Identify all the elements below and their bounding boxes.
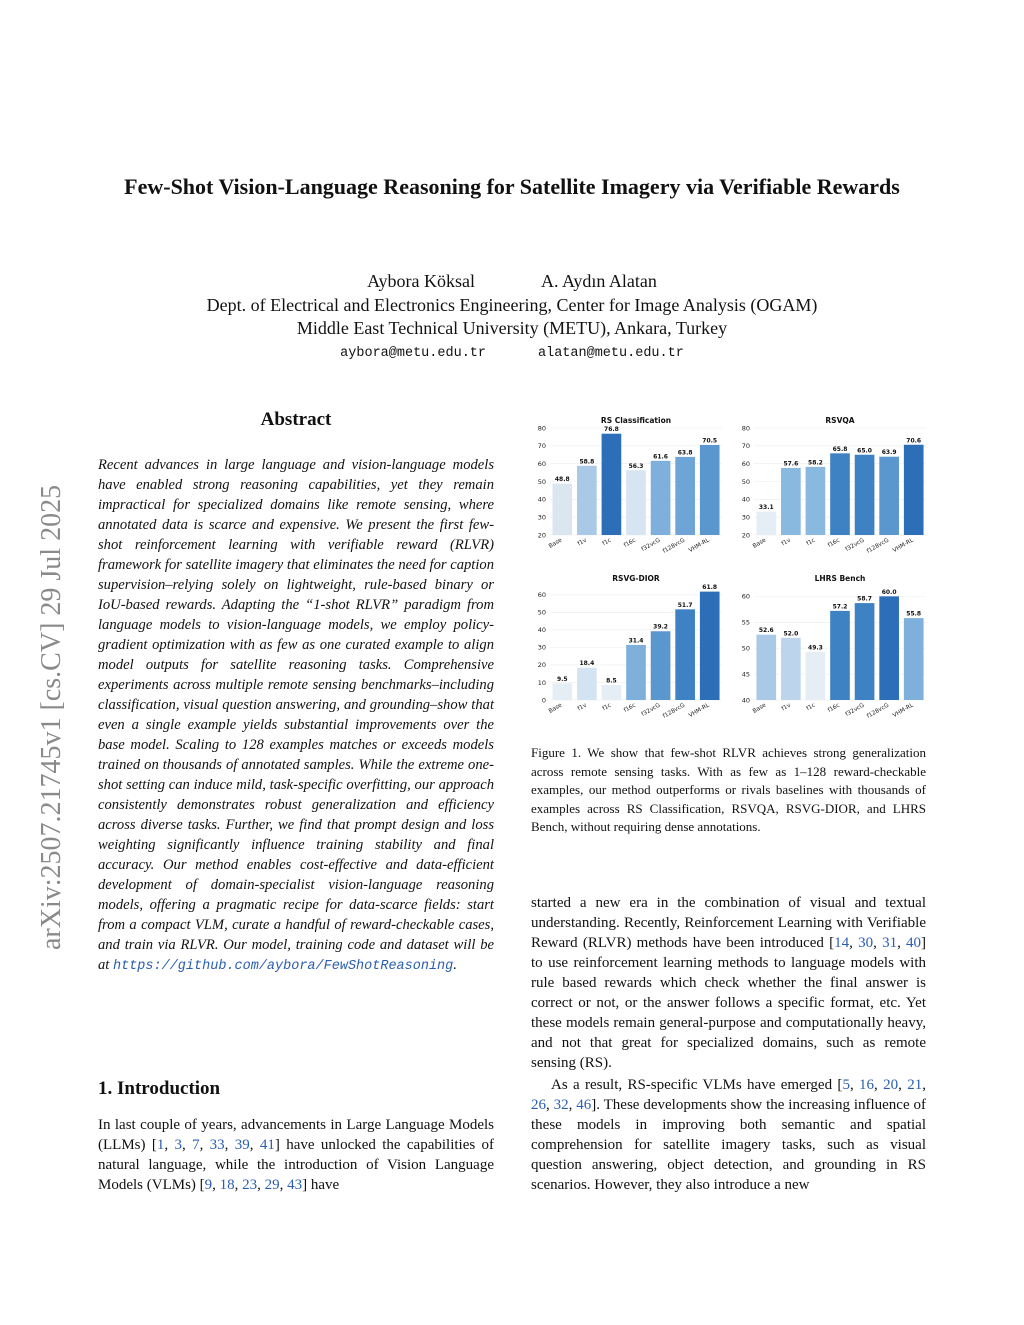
x-tick-label: Base (548, 702, 564, 715)
intro-text: In last couple of years, advancements in Large Language Models (LLMs) [ (98, 1117, 494, 1153)
data-label: 58.2 (808, 459, 823, 467)
y-tick-label: 30 (741, 513, 750, 522)
data-label: 63.9 (881, 449, 897, 457)
citation[interactable]: 21 (907, 1077, 923, 1093)
data-label: 8.5 (606, 677, 617, 685)
x-tick-label: f32vcG (844, 702, 866, 718)
citation[interactable]: 1 (156, 1137, 165, 1153)
data-label: 70.6 (906, 437, 922, 445)
bar-VHM-RL (904, 618, 924, 700)
x-tick-label: f128vcG (662, 702, 687, 720)
data-label: 9.5 (556, 675, 568, 683)
column2-paragraph-1: started a new era in the combination of visual and textual understanding. Recently, Reinforcement Learning with Verifiable Reward (RLVR) methods have been introduced [14, 30, 31, 40] to use reinforcement learning methods to language models with rule based rewards which check whether the final answer is correct or not, or the answer follows a specific format, etc. Yet these models remain general-purpose and computationally heavy, and not that great for specialized domains, such as remote sensing (RS). (531, 895, 927, 1071)
bar-Base (552, 484, 572, 535)
x-tick-label: f1c (601, 537, 613, 548)
y-tick-label: 40 (741, 495, 750, 504)
x-tick-label: f1v (780, 537, 792, 548)
data-label: 61.8 (702, 584, 718, 592)
data-label: 55.8 (906, 610, 922, 618)
bar-f_16c (626, 645, 646, 700)
citation[interactable]: 39 (234, 1137, 250, 1153)
x-tick-label: f128vcG (662, 537, 687, 555)
bar-f_128vcG (879, 596, 899, 700)
y-tick-label: 60 (537, 591, 546, 600)
data-label: 63.8 (677, 449, 693, 457)
author-2: A. Aydın Alatan (540, 271, 657, 291)
data-label: 18.4 (579, 660, 595, 668)
x-tick-label: f1v (780, 702, 792, 713)
data-label: 65.0 (857, 447, 872, 455)
bar-f_128vcG (879, 457, 899, 535)
chart-title: LHRS Bench (814, 574, 866, 583)
bar-f_32vcG (651, 631, 671, 700)
y-tick-label: 80 (537, 424, 546, 433)
abstract-end: . (453, 957, 457, 973)
citation[interactable]: 46 (576, 1097, 592, 1113)
data-label: 33.1 (758, 504, 774, 512)
bar-f_1v (577, 668, 597, 700)
bar-Base (756, 635, 776, 700)
citation[interactable]: 32 (553, 1097, 569, 1113)
citation[interactable]: 3 (174, 1137, 182, 1153)
email-line (100, 346, 924, 361)
citation[interactable]: 5 (842, 1077, 850, 1093)
x-tick-label: f32vcG (844, 537, 866, 553)
data-label: 57.2 (832, 603, 848, 611)
intro-paragraph-1: In last couple of years, advancements in Large Language Models (LLMs) [1, 3, 7, 33, 39, 41] have unlocked the capabilities of natural language, while the introduction of Vision Language Models (VLMs) [9, 18, 23, 29, 43] have (98, 1117, 495, 1193)
y-tick-label: 20 (537, 531, 546, 540)
bar-f_1v (781, 638, 801, 700)
x-tick-label: VHM-RL (688, 537, 711, 555)
bar-VHM-RL (700, 445, 720, 535)
data-label: 70.5 (702, 437, 718, 445)
y-tick-label: 20 (741, 531, 750, 540)
x-tick-label: VHM-RL (892, 702, 915, 720)
bar-f_32vcG (855, 603, 875, 700)
citation[interactable]: 18 (219, 1177, 235, 1193)
bar-VHM-RL (700, 592, 720, 700)
data-label: 51.7 (677, 601, 693, 609)
bar-f_1v (577, 466, 597, 535)
data-label: 65.8 (832, 445, 848, 453)
body-text: ] to use reinforcement learning methods to language models with rule based rewards which check whether the final answer is correct or not, or the answer follows a specific format, etc. Yet these models remain general-purpose and computationally heavy, and not that great for specialized domains, such as remote sensing (RS). (531, 935, 927, 1071)
data-label: 56.3 (628, 462, 644, 470)
y-tick-label: 50 (741, 644, 750, 653)
x-tick-label: Base (752, 537, 768, 550)
citation[interactable]: 14 (834, 935, 850, 951)
y-tick-label: 50 (537, 477, 546, 486)
chart-panel-4 (742, 574, 926, 720)
body-text: started a new era in the combination of visual and textual understanding. Recently, Reinforcement Learning with Verifiable Reward (RLVR) methods have been introduced [ (531, 895, 926, 951)
y-tick-label: 40 (741, 696, 750, 705)
bar-f_32vcG (855, 455, 875, 535)
y-tick-label: 30 (537, 643, 546, 652)
x-tick-label: f16c (623, 702, 637, 715)
data-label: 52.0 (783, 630, 799, 638)
chart-title: RSVG-DIOR (612, 574, 660, 583)
x-tick-label: Base (752, 702, 768, 715)
y-tick-label: 80 (741, 424, 750, 433)
citation[interactable]: 29 (264, 1177, 280, 1193)
arxiv-side-stamp (20, 378, 74, 950)
citation[interactable]: 23 (242, 1177, 258, 1193)
y-tick-label: 60 (741, 459, 750, 468)
x-tick-label: VHM-RL (892, 537, 915, 555)
body-text: As a result, RS-specific VLMs have emerged [ (551, 1077, 843, 1093)
intro-text: ] have unlocked the capabilities of natural language, while the introduction of Vision Language Models (VLMs) [ (98, 1137, 495, 1193)
bar-f_16c (626, 470, 646, 535)
email-2[interactable]: alatan@metu.edu.tr (538, 346, 684, 361)
chart-title: RS Classification (600, 416, 672, 425)
data-label: 48.8 (554, 476, 570, 484)
x-tick-label: f32vcG (640, 537, 662, 553)
data-label: 52.6 (758, 627, 774, 635)
citation[interactable]: 31 (882, 935, 898, 951)
data-label: 49.3 (808, 644, 823, 652)
citation[interactable]: 7 (192, 1137, 200, 1153)
paper-title: Few-Shot Vision-Language Reasoning for Satellite Imagery via Verifiable Rewards (124, 174, 900, 199)
abstract-body (98, 455, 494, 977)
github-link[interactable]: https://github.com/aybora/FewShotReasoning (113, 959, 454, 974)
bar-f_1c (602, 685, 622, 700)
bar-f_1v (781, 468, 801, 535)
x-tick-label: f1c (805, 702, 817, 713)
y-tick-label: 50 (741, 477, 750, 486)
bar-f_1c (806, 467, 826, 535)
data-label: 39.2 (653, 623, 668, 631)
citation[interactable]: 40 (906, 935, 922, 951)
chart-panel-2 (742, 416, 926, 555)
y-tick-label: 40 (537, 626, 546, 635)
figure-caption: Figure 1. We show that few-shot RLVR achieves strong generalization across remote sensing tasks. With as few as 1–128 reward-checkable examples, our method outperforms or rivals baselines with thousands of examples across RS Classification, RSVQA, RSVG-DIOR, and LHRS Bench, without requiring dense annotations. (531, 745, 926, 834)
bar-f_16c (830, 611, 850, 700)
x-tick-label: f128vcG (866, 537, 891, 555)
bar-f_1c (602, 434, 622, 535)
citation[interactable]: 33 (209, 1137, 225, 1153)
x-tick-label: f1c (805, 537, 817, 548)
x-tick-label: Base (548, 537, 564, 550)
email-1[interactable]: aybora@metu.edu.tr (340, 346, 486, 361)
y-tick-label: 45 (741, 670, 750, 679)
citation[interactable]: 30 (858, 935, 874, 951)
data-label: 31.4 (628, 637, 644, 645)
x-tick-label: f16c (827, 702, 841, 715)
author-line (100, 271, 924, 292)
bar-f_16c (830, 453, 850, 535)
citation[interactable]: 26 (531, 1097, 546, 1113)
data-label: 58.8 (579, 458, 595, 466)
y-tick-label: 20 (537, 661, 546, 670)
citation[interactable]: 16 (859, 1077, 875, 1093)
bar-f_32vcG (651, 461, 671, 535)
chart-panel-1 (538, 416, 722, 555)
x-tick-label: f32vcG (640, 702, 662, 718)
data-label: 60.0 (881, 588, 897, 596)
x-tick-label: f1v (576, 702, 588, 713)
citation[interactable]: 43 (287, 1177, 303, 1193)
bar-Base (552, 683, 572, 700)
abstract-heading: Abstract (260, 409, 332, 430)
data-label: 57.6 (783, 460, 799, 468)
y-tick-label: 30 (537, 513, 546, 522)
bar-Base (756, 512, 776, 535)
y-tick-label: 60 (537, 459, 546, 468)
x-tick-label: f128vcG (866, 702, 891, 720)
body-text: ]. These developments show the increasing influence of these models in improving both semantic and spatial comprehension for satellite imagery tasks, such as visual question answering, object detection, and grounding in RS scenarios. However, they also introduce a new (531, 1097, 927, 1193)
citation[interactable]: 20 (883, 1077, 899, 1093)
y-tick-label: 40 (537, 495, 546, 504)
x-tick-label: f1v (576, 537, 588, 548)
x-tick-label: f16c (827, 537, 841, 550)
affiliation-2: Middle East Technical University (METU), Ankara, Turkey (296, 318, 728, 338)
y-tick-label: 0 (541, 696, 546, 705)
citation[interactable]: 41 (259, 1137, 275, 1153)
data-label: 61.6 (653, 453, 668, 461)
introduction-heading: 1. Introduction (98, 1078, 221, 1099)
data-label: 76.8 (604, 426, 619, 434)
y-tick-label: 50 (537, 608, 546, 617)
arxiv-stamp-text: arXiv:2507.21745v1 [cs.CV] 29 Jul 2025 (36, 484, 67, 950)
x-tick-label: f1c (601, 702, 613, 713)
data-label: 58.7 (857, 595, 872, 603)
y-tick-label: 70 (537, 442, 546, 451)
y-tick-label: 70 (741, 442, 750, 451)
intro-text: ] have (302, 1177, 340, 1193)
y-tick-label: 10 (537, 678, 546, 687)
chart-title: RSVQA (825, 416, 855, 425)
y-tick-label: 60 (741, 592, 750, 601)
y-tick-label: 55 (741, 618, 750, 627)
citation[interactable]: 9 (204, 1177, 213, 1193)
chart-panel-3 (538, 574, 722, 720)
x-tick-label: VHM-RL (688, 702, 711, 720)
affiliation-1: Dept. of Electrical and Electronics Engineering, Center for Image Analysis (OGAM) (206, 295, 818, 315)
bar-f_128vcG (675, 457, 695, 535)
bar-f_1c (806, 652, 826, 700)
column2-paragraph-2: As a result, RS-specific VLMs have emerged [5, 16, 20, 21, 26, 32, 46]. These developments show the increasing influence of these models in improving both semantic and spatial comprehension for satellite imagery tasks, such as visual question answering, object detection, and grounding in RS scenarios. However, they also introduce a new (531, 1077, 927, 1193)
author-1: Aybora Köksal (367, 271, 475, 291)
bar-f_128vcG (675, 609, 695, 700)
figure-1 (528, 412, 928, 722)
abstract-text: Recent advances in large language and vision-language models have enabled strong reasoning capabilities, yet they remain impractical for specialized domains like remote sensing, where annotated data is scarce and expensive. We present the first few-shot reinforcement learning with verifiable reward (RLVR) framework for satellite imagery that eliminates the need for caption supervision–relying solely on lightweight, rule-based binary or IoU-based rewards. Adapting the “1-shot RLVR” paradigm from language models to vision-language models, we employ policy-gradient optimization with as few as one curated example to align model outputs for satellite reasoning tasks. Comprehensive experiments across multiple remote sensing benchmarks–including classification, visual question answering, and grounding–show that even a single example yields substantial improvements over the base model. Scaling to 128 examples matches or exceeds models trained on thousands of annotated samples. While the extreme one-shot setting can induce mild, task-specific overfitting, our approach consistently demonstrates robust generalization and efficiency across diverse tasks. Further, we find that prompt design and loss weighting significantly influence training stability and final accuracy. Our method enables cost-effective and data-efficient development of domain-specialist vision-language reasoning models, offering a pragmatic recipe for data-scarce fields: start from a compact VLM, curate a handful of reward-checkable cases, and train via RLVR. Our model, training code and dataset will be at (98, 457, 494, 973)
bar-VHM-RL (904, 445, 924, 535)
x-tick-label: f16c (623, 537, 637, 550)
